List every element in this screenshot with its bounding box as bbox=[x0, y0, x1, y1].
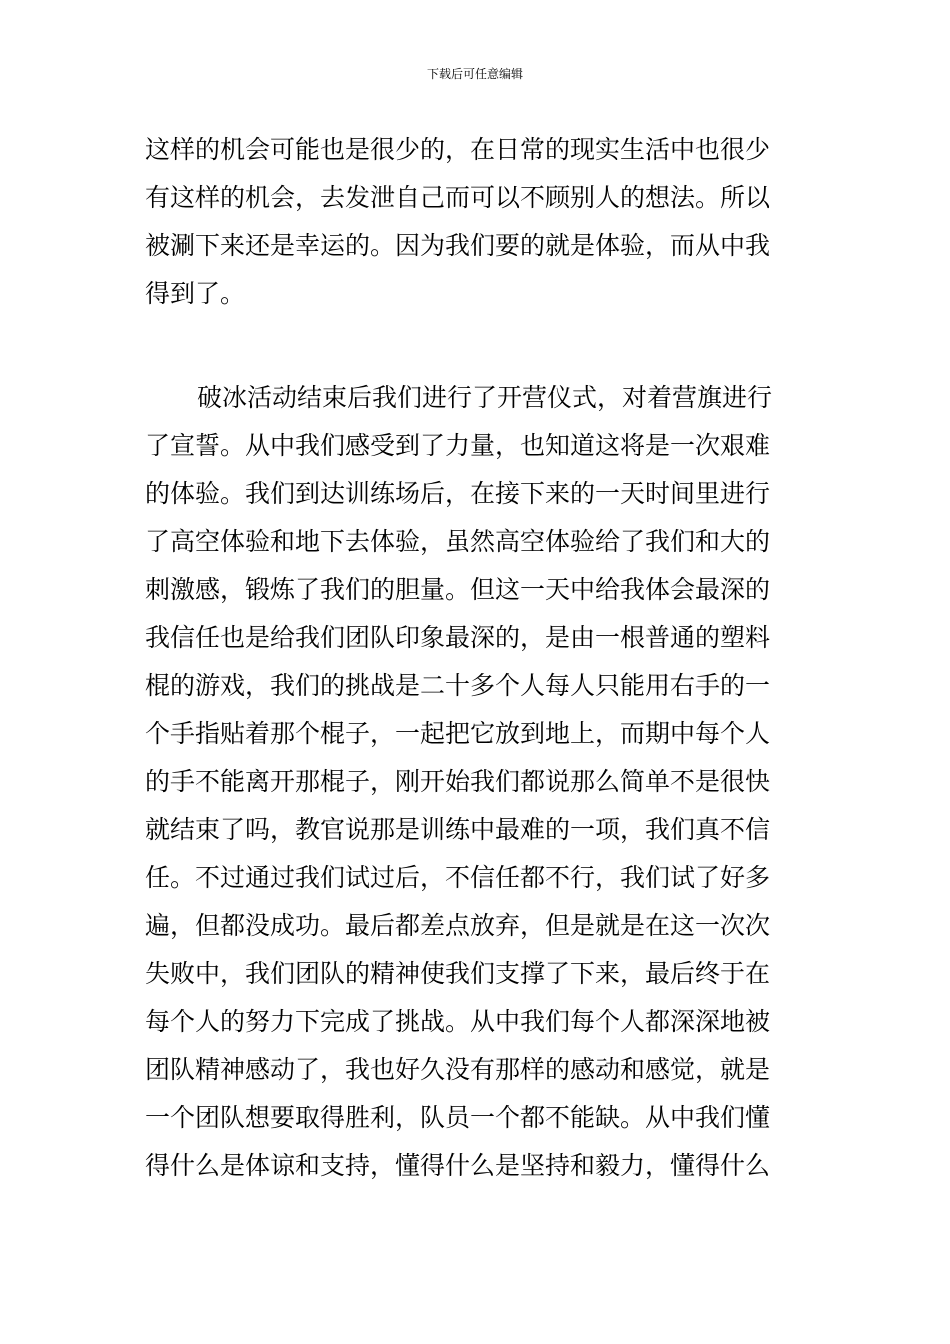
paragraph-line: 失败中，我们团队的精神使我们支撑了下来，最后终于在 bbox=[145, 959, 771, 988]
paragraph-line: 刺激感，锻炼了我们的胆量。但这一天中给我体会最深的 bbox=[145, 575, 771, 604]
page-header: 下载后可任意编辑 bbox=[426, 67, 523, 81]
paragraph-line: 破冰活动结束后我们进行了开营仪式，对着营旗进行 bbox=[197, 383, 773, 412]
paragraph-1 bbox=[145, 126, 810, 318]
paragraph-line: 得什么是体谅和支持，懂得什么是坚持和毅力，懂得什么 bbox=[145, 1151, 771, 1180]
paragraph-line: 一个团队想要取得胜利，队员一个都不能缺。从中我们懂 bbox=[145, 1103, 771, 1132]
paragraph-line: 这样的机会可能也是很少的，在日常的现实生活中也很少 bbox=[145, 135, 771, 164]
paragraph-line: 了宣誓。从中我们感受到了力量，也知道这将是一次艰难 bbox=[145, 431, 771, 460]
paragraph-line: 得到了。 bbox=[145, 279, 246, 308]
paragraph-line: 任。不过通过我们试过后，不信任都不行，我们试了好多 bbox=[145, 863, 771, 892]
paragraph-line: 个手指贴着那个棍子，一起把它放到地上，而期中每个人 bbox=[145, 719, 771, 748]
paragraph-line: 有这样的机会，去发泄自己而可以不顾别人的想法。所以 bbox=[145, 183, 771, 212]
paragraph-line: 每个人的努力下完成了挑战。从中我们每个人都深深地被 bbox=[145, 1007, 771, 1036]
paragraph-line: 遍，但都没成功。最后都差点放弃，但是就是在这一次次 bbox=[145, 911, 771, 940]
paragraph-line: 了高空体验和地下去体验，虽然高空体验给了我们和大的 bbox=[145, 527, 771, 556]
paragraph-line: 就结束了吗，教官说那是训练中最难的一项，我们真不信 bbox=[145, 815, 771, 844]
paragraph-line: 的手不能离开那棍子，刚开始我们都说那么简单不是很快 bbox=[145, 767, 771, 796]
paragraph-2 bbox=[145, 374, 810, 1190]
paragraph-line: 被涮下来还是幸运的。因为我们要的就是体验，而从中我 bbox=[145, 231, 771, 260]
paragraph-line: 我信任也是给我们团队印象最深的，是由一根普通的塑料 bbox=[145, 623, 771, 652]
paragraph-line: 的体验。我们到达训练场后，在接下来的一天时间里进行 bbox=[145, 479, 771, 508]
paragraph-line: 团队精神感动了，我也好久没有那样的感动和感觉，就是 bbox=[145, 1055, 771, 1084]
paragraph-line: 棍的游戏，我们的挑战是二十多个人每人只能用右手的一 bbox=[145, 671, 771, 700]
